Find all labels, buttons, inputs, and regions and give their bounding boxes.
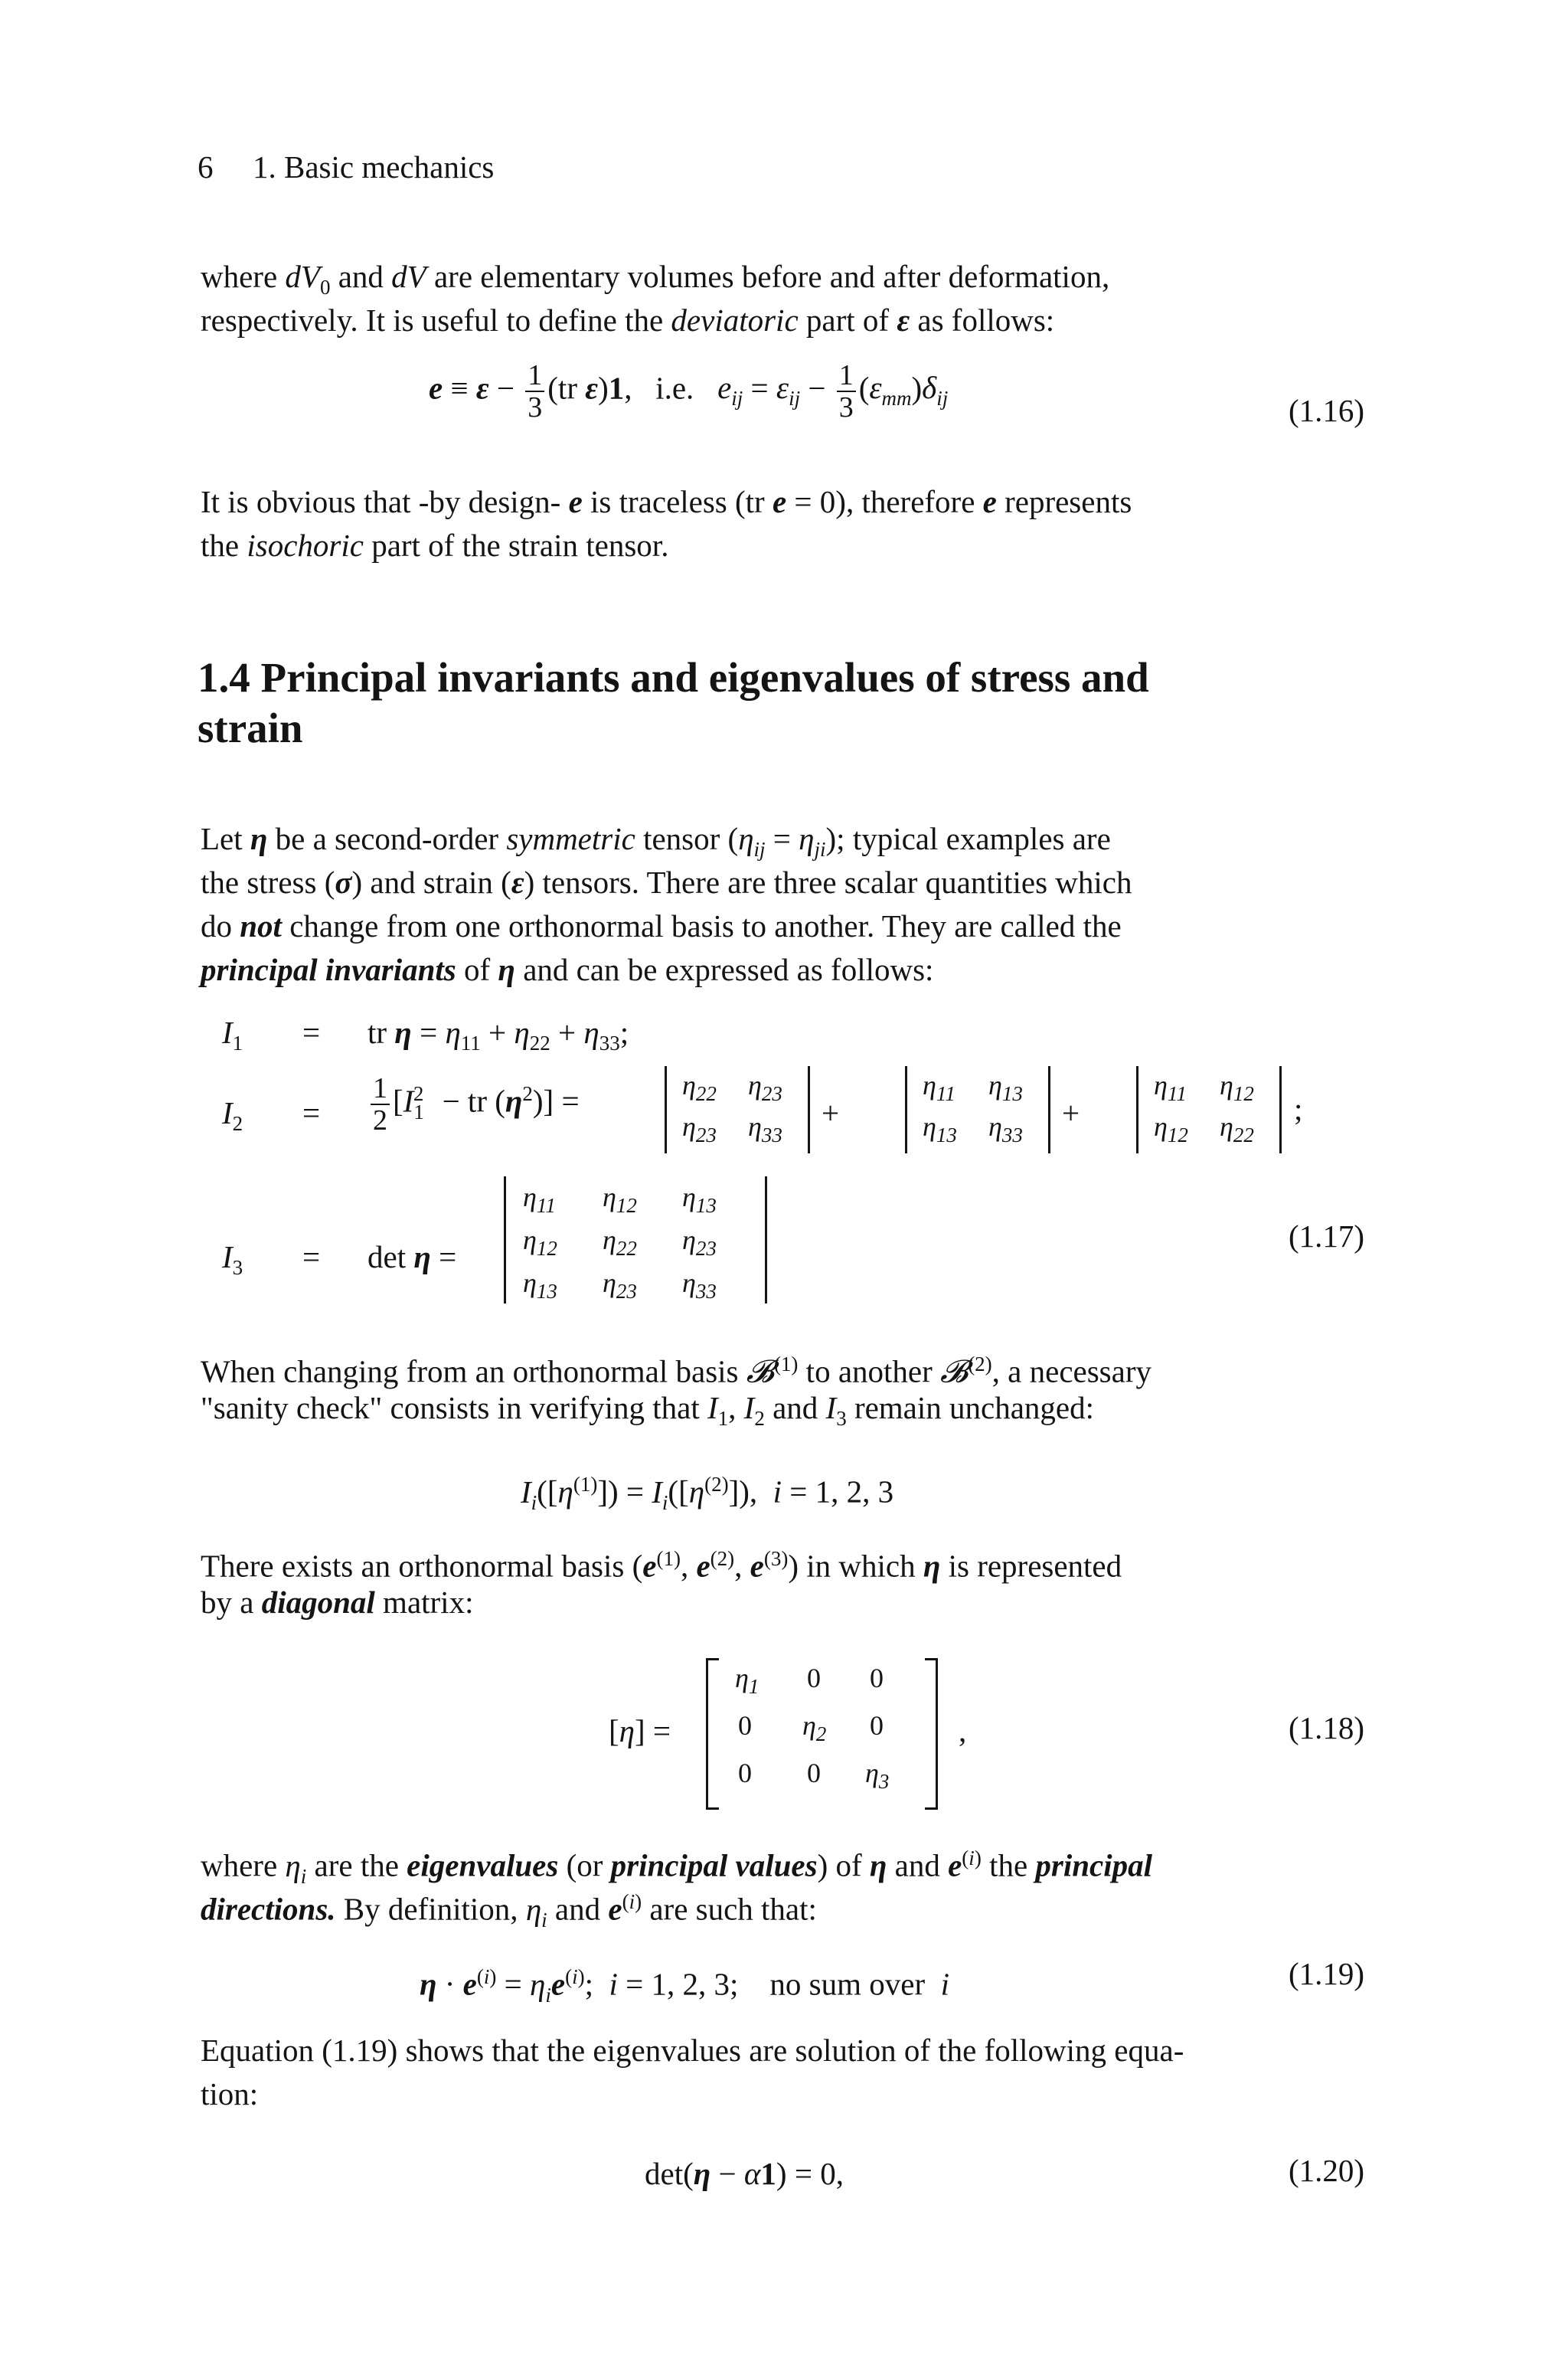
eq-I2-rhs: $\frac{1}{2}$ [$I_1^2$ − tr $(\eta^2)$] =: [368, 1072, 580, 1136]
para3-line1: Let η be a second-order symmetric tensor $(\eta_{ij} = \eta_{ji})$; typical examples are: [201, 821, 1111, 862]
eq-I1-equals: =: [302, 1015, 321, 1050]
equation-number-1-20: (1.20): [1289, 2153, 1365, 2188]
det-I2-a: $\eta_{22}$ $\eta_{23}$ $\eta_{23}$ $\eta_{33}$: [665, 1066, 810, 1153]
matrix-comma: ,: [959, 1713, 967, 1748]
para3-line2: the stress (σ) and strain (ε) tensors. There are three scalar quantities which: [201, 865, 1132, 900]
eq-I2-equals: =: [302, 1095, 321, 1130]
eq-I3: $I_3$: [222, 1239, 243, 1280]
para4-line2: "sanity check" consists in verifying that $I_1$, $I_2$ and $I_3$ remain unchanged:: [201, 1390, 1095, 1431]
matrix-left-bracket: [706, 1658, 719, 1810]
section-heading: 1.4 Principal invariants and eigenvalues of stress and: [198, 654, 1149, 701]
det-I3: $\eta_{11}$ $\eta_{12}$ $\eta_{13}$ $\eta_{12}$ $\eta_{22}$ $\eta_{23}$ $\eta_{13}$ $\eta_{23}$ $\eta_{33}$: [504, 1176, 767, 1303]
equation-number-1-19: (1.19): [1289, 1956, 1365, 1991]
diagonal-matrix: $\eta_1$ 0 0 0 $\eta_2$ 0 0 0 $\eta_3$: [735, 1663, 890, 1794]
eq-I3-rhs: det η =: [368, 1239, 457, 1274]
page-number: 6: [198, 149, 214, 185]
equation-number-1-17: (1.17): [1289, 1218, 1365, 1254]
para7-line2: tion:: [201, 2076, 259, 2111]
eq-I1: $I_1$: [222, 1015, 243, 1055]
equation-1-19: $\eta \cdot e^{(i)} = \eta_ie^{(i)}$; i = 1, 2, 3; no sum over i: [420, 1965, 950, 2007]
equation-1-16: e ≡ ε − $\frac{1}{3}$ (tr ε)1, i.e. $e_{ij} = \varepsilon_{ij}$ − $\frac{1}{3}$ $(\varepsilon_{mm})\delta_{ij}$: [429, 359, 949, 424]
para6-line2: directions. By definition, $\eta_i$ and $e^{(i)}$ are such that:: [201, 1890, 817, 1932]
para4-line1: When changing from an orthonormal basis 𝓑$^{(1)}$ to another 𝓑$^{(2)}$, a necessary: [201, 1353, 1152, 1389]
para1-line2: respectively. It is useful to define the deviatoric part of ε as follows:: [201, 303, 1055, 338]
para6-line1: where $\eta_i$ are the eigenvalues (or principal values) of η and $e^{(i)}$ the principal: [201, 1846, 1153, 1888]
equation-1-20: det(η − α1) = 0,: [645, 2156, 844, 2191]
eq-I2: $I_2$: [222, 1095, 243, 1136]
matrix-right-bracket: [925, 1658, 938, 1810]
para3-line3: do not change from one orthonormal basis to another. They are called the: [201, 908, 1122, 944]
para2-line1: It is obvious that -by design- e is traceless (tr e = 0), therefore e represents: [201, 484, 1132, 519]
para2-line2: the isochoric part of the strain tensor.: [201, 528, 669, 563]
det-I2-c: $\eta_{11}$ $\eta_{12}$ $\eta_{12}$ $\eta_{22}$: [1136, 1066, 1282, 1153]
para7-line1: Equation (1.19) shows that the eigenvalues are solution of the following equa-: [201, 2033, 1184, 2068]
eq-I3-equals: =: [302, 1239, 321, 1274]
equation-number-1-16: (1.16): [1289, 393, 1365, 428]
para1-line1: where $dV_0$ and dV are elementary volumes before and after deformation,: [201, 259, 1110, 299]
equation-number-1-18: (1.18): [1289, 1710, 1365, 1745]
det-plus-1: +: [822, 1095, 840, 1130]
det-semicolon: ;: [1294, 1091, 1303, 1127]
det-plus-2: +: [1062, 1095, 1080, 1130]
eq-I1-rhs: tr $\eta = \eta_{11} + \eta_{22} + \eta_{33}$;: [368, 1015, 629, 1055]
equation-invariance: $I_i([\eta^{(1)}]) = I_i([\eta^{(2)}])$, i = 1, 2, 3: [521, 1473, 894, 1514]
section-heading-line2: strain: [198, 705, 303, 751]
para3-line4: principal invariants of η and can be expressed as follows:: [201, 952, 934, 987]
det-I2-b: $\eta_{11}$ $\eta_{13}$ $\eta_{13}$ $\eta_{33}$: [905, 1066, 1050, 1153]
running-title: 1. Basic mechanics: [253, 149, 495, 185]
eq-eta-matrix-lhs: [η] =: [609, 1713, 671, 1748]
para5-line2: by a diagonal matrix:: [201, 1585, 474, 1620]
para5-line1: There exists an orthonormal basis ($e^{(1)}$, $e^{(2)}$, $e^{(3)}$) in which η is represented: [201, 1547, 1122, 1584]
